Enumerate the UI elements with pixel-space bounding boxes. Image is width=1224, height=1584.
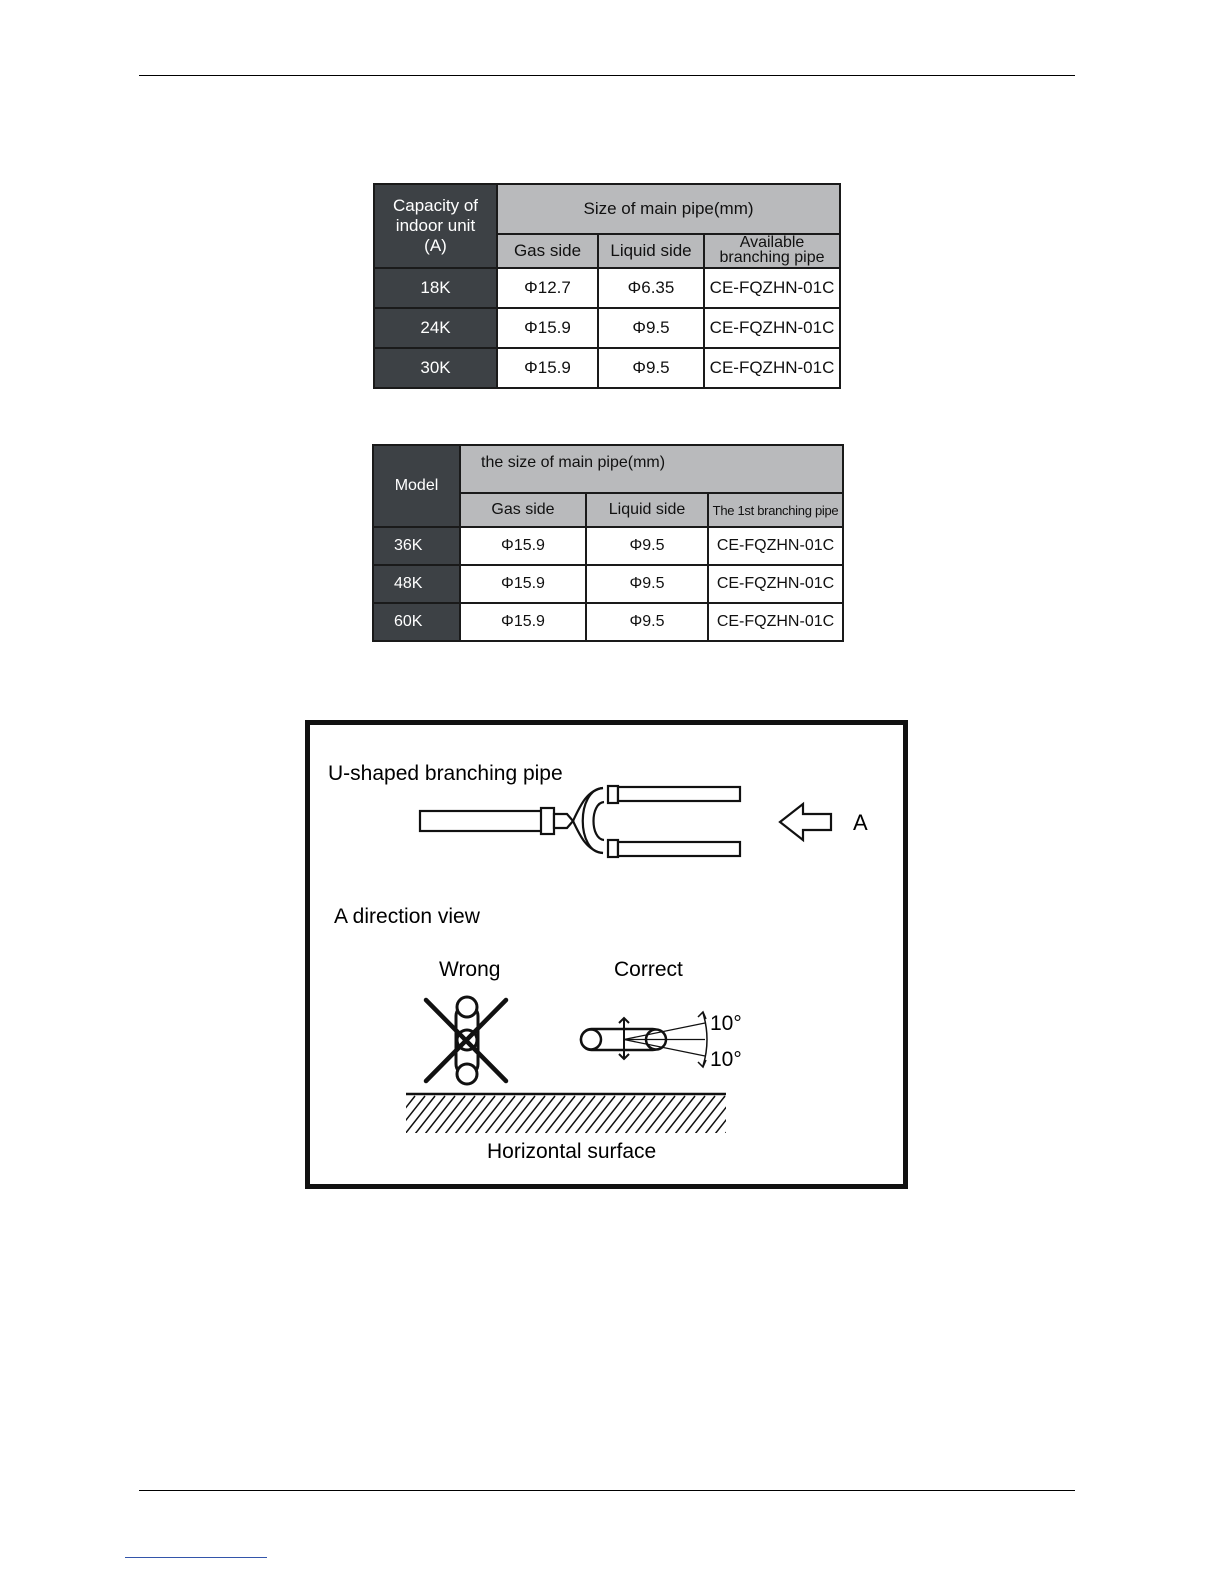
branching-pipe-header-line2: branching pipe xyxy=(719,249,825,266)
capacity-header xyxy=(374,184,497,268)
main-pipe-size-header: the size of main pipe(mm) xyxy=(460,445,843,493)
table-row xyxy=(374,348,840,388)
wrong-label: Wrong xyxy=(439,958,501,981)
branching-pipe-cell: CE-FQZHN-01C xyxy=(708,527,843,565)
main-pipe-size-table-18k-30k xyxy=(373,183,841,389)
liquid-side-header: Liquid side xyxy=(586,493,708,527)
liquid-side-cell: Φ9.5 xyxy=(598,308,704,348)
liquid-side-cell: Φ9.5 xyxy=(586,603,708,641)
gas-side-header: Gas side xyxy=(497,234,598,268)
horizontal-surface-label: Horizontal surface xyxy=(487,1140,657,1163)
table-row xyxy=(374,268,840,308)
angle-up-label: 10° xyxy=(710,1012,742,1035)
first-branching-pipe-header: The 1st branching pipe xyxy=(708,493,843,527)
gas-side-cell: Φ15.9 xyxy=(460,565,586,603)
branching-pipe-installation-figure xyxy=(305,720,908,1189)
gas-side-cell: Φ12.7 xyxy=(497,268,598,308)
liquid-side-cell: Φ9.5 xyxy=(598,348,704,388)
table-row xyxy=(373,603,843,641)
branching-pipe-cell: CE-FQZHN-01C xyxy=(704,308,840,348)
footer-rule xyxy=(139,1490,1075,1491)
model-header: Model xyxy=(373,445,460,527)
main-pipe-size-table-36k-60k xyxy=(372,444,844,642)
liquid-side-header: Liquid side xyxy=(598,234,704,268)
capacity-header-line3: (A) xyxy=(424,236,447,255)
branching-pipe-cell: CE-FQZHN-01C xyxy=(708,603,843,641)
table-row xyxy=(373,565,843,603)
footer-link-underline xyxy=(125,1557,267,1558)
header-rule xyxy=(139,75,1075,76)
branching-pipe-cell: CE-FQZHN-01C xyxy=(704,348,840,388)
correct-label: Correct xyxy=(614,958,683,981)
gas-side-cell: Φ15.9 xyxy=(497,308,598,348)
gas-side-cell: Φ15.9 xyxy=(497,348,598,388)
capacity-cell: 24K xyxy=(374,308,497,348)
u-pipe-title: U-shaped branching pipe xyxy=(328,762,563,785)
gas-side-header: Gas side xyxy=(460,493,586,527)
liquid-side-cell: Φ6.35 xyxy=(598,268,704,308)
figure-frame xyxy=(308,723,906,1187)
gas-side-cell: Φ15.9 xyxy=(460,527,586,565)
branching-pipe-cell: CE-FQZHN-01C xyxy=(708,565,843,603)
angle-down-label: 10° xyxy=(710,1048,742,1071)
liquid-side-cell: Φ9.5 xyxy=(586,565,708,603)
direction-view-title: A direction view xyxy=(334,905,480,928)
table-row xyxy=(373,527,843,565)
capacity-header-line1: Capacity of xyxy=(392,196,479,215)
branching-pipe-cell: CE-FQZHN-01C xyxy=(704,268,840,308)
table-row xyxy=(374,308,840,348)
capacity-cell: 18K xyxy=(374,268,497,308)
branching-pipe-header xyxy=(704,234,840,268)
model-cell: 60K xyxy=(373,603,460,641)
capacity-header-line2: indoor unit xyxy=(395,216,476,235)
gas-side-cell: Φ15.9 xyxy=(460,603,586,641)
liquid-side-cell: Φ9.5 xyxy=(586,527,708,565)
model-cell: 36K xyxy=(373,527,460,565)
capacity-cell: 30K xyxy=(374,348,497,388)
direction-a-label: A xyxy=(853,810,868,835)
branching-pipe-header-line1: Available xyxy=(739,234,805,251)
main-pipe-size-header: Size of main pipe(mm) xyxy=(497,184,840,234)
model-cell: 48K xyxy=(373,565,460,603)
